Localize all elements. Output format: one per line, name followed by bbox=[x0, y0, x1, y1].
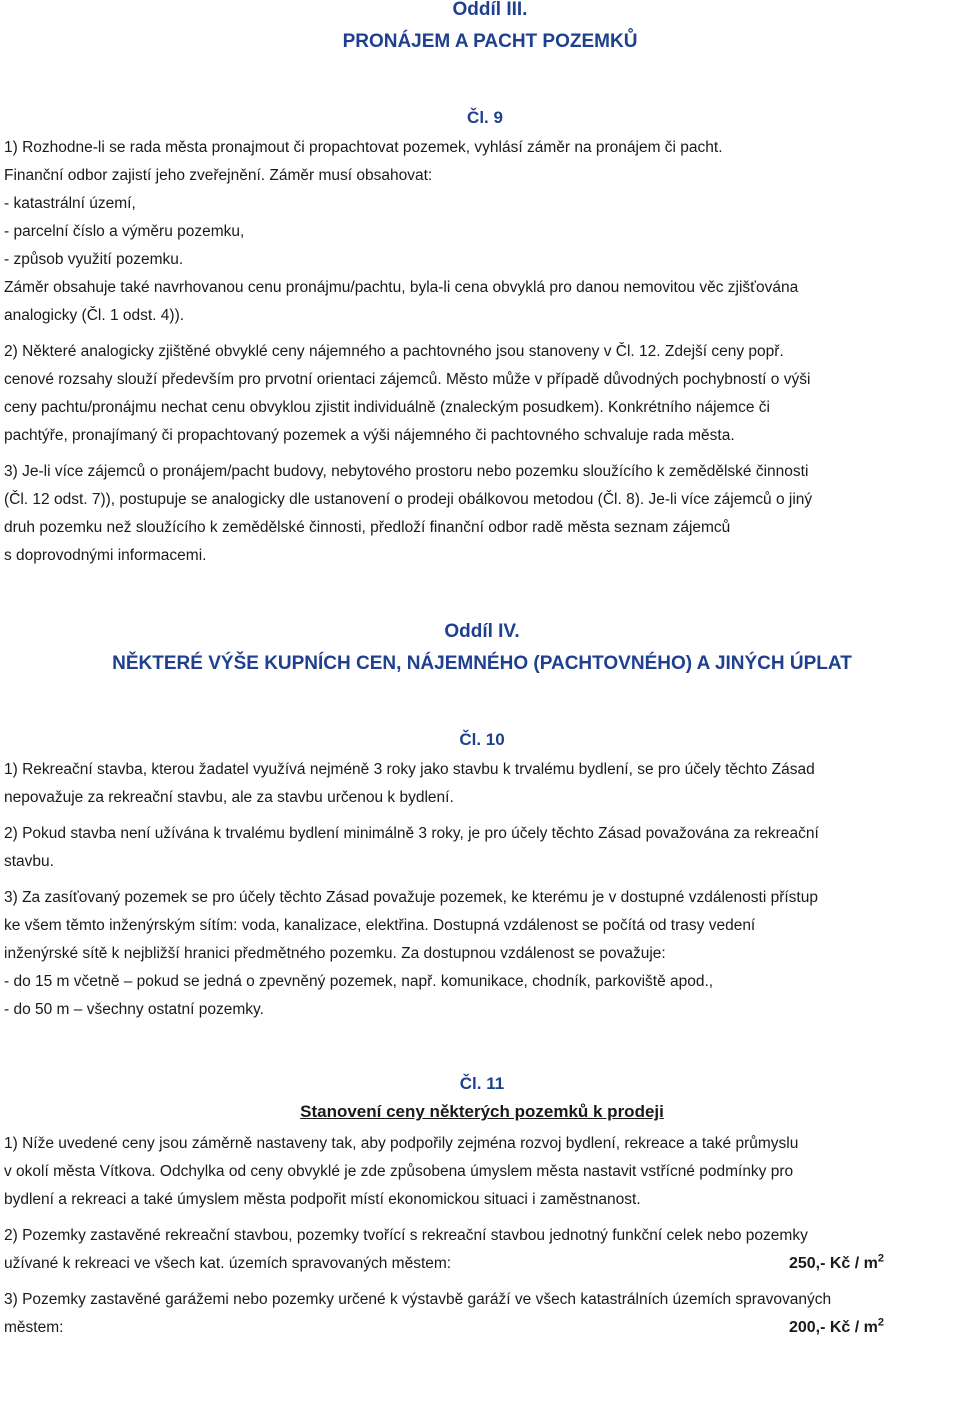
section3-heading: Oddíl III. bbox=[452, 0, 528, 20]
art11-paragraph-2 bbox=[4, 1222, 956, 1278]
art10-paragraph-2 bbox=[4, 820, 956, 876]
art10-paragraph-1 bbox=[4, 756, 956, 812]
text-line: 3) Za zasíťovaný pozemek se pro účely těchto Zásad považuje pozemek, ke kterému je v dostupné vzdálenosti přístup bbox=[4, 889, 818, 906]
text-line: bydlení a rekreaci a také úmyslem města podpořit místí ekonomickou situaci i zaměstnanost. bbox=[4, 1191, 641, 1208]
art10-paragraph-3 bbox=[4, 884, 956, 1024]
text-line: s doprovodnými informacemi. bbox=[4, 547, 207, 564]
text-line: - do 50 m – všechny ostatní pozemky. bbox=[4, 1001, 264, 1018]
text-line: 2) Pokud stavba není užívána k trvalému bydlení minimálně 3 roky, je pro účely těchto Zásad považována za rekreační bbox=[4, 825, 819, 842]
text-line: užívané k rekreaci ve všech kat. územích spravovaných městem: bbox=[4, 1255, 452, 1272]
text-line: stavbu. bbox=[4, 853, 54, 870]
art11-paragraph-3 bbox=[4, 1286, 956, 1342]
price-row bbox=[4, 1250, 956, 1278]
text-line: cenové rozsahy slouží především pro prvotní orientaci zájemců. Město může v případě důvodných pochybností o výši bbox=[4, 371, 811, 388]
text-line: 1) Rekreační stavba, kterou žadatel využívá nejméně 3 roky jako stavbu k trvalému bydlení, se pro účely těchto Zásad bbox=[4, 761, 815, 778]
art9-paragraph-3 bbox=[4, 458, 956, 570]
text-line: ceny pachtu/pronájmu nechat cenu obvyklou zjistit individuálně (znaleckým posudkem). Konkrétního nájemce či bbox=[4, 399, 770, 416]
price-value bbox=[789, 1314, 956, 1342]
section3-title: PRONÁJEM A PACHT POZEMKŮ bbox=[342, 31, 638, 52]
text-line: 2) Pozemky zastavěné rekreační stavbou, pozemky tvořící s rekreační stavbou jednotný funkční celek nebo pozemky bbox=[4, 1227, 808, 1244]
text-line: druh pozemku než sloužícího k zemědělské činnosti, předloží finanční odbor radě města seznam zájemců bbox=[4, 519, 731, 536]
text-line: 1) Níže uvedené ceny jsou záměrně nastaveny tak, aby podpořily zejména rozvoj bydlení, rekreace a také průmyslu bbox=[4, 1135, 799, 1152]
art10-heading: Čl. 10 bbox=[459, 730, 505, 749]
text-line: (Čl. 12 odst. 7)), postupuje se analogicky dle ustanovení o prodeji obálkovou metodou (Čl. 8). Je-li více zájemců o jiný bbox=[4, 491, 813, 508]
section4-title: NĚKTERÉ VÝŠE KUPNÍCH CEN, NÁJEMNÉHO (PACHTOVNÉHO) A JINÝCH ÚPLAT bbox=[112, 653, 852, 674]
text-line: analogicky (Čl. 1 odst. 4)). bbox=[4, 307, 185, 324]
price-amount: 250,- Kč / m bbox=[788, 1255, 878, 1272]
text-line: ke všem těmto inženýrským sítím: voda, kanalizace, elektřina. Dostupná vzdálenost se počítá od trasy vedení bbox=[4, 917, 756, 934]
text-line: - do 15 m včetně – pokud se jedná o zpevněný pozemek, např. komunikace, chodník, parkoviště apod., bbox=[4, 973, 714, 990]
section4-heading: Oddíl IV. bbox=[444, 621, 520, 642]
price-row bbox=[4, 1314, 956, 1342]
unit-superscript: 2 bbox=[877, 1252, 884, 1265]
text-line: 1) Rozhodne-li se rada města pronajmout či propachtovat pozemek, vyhlásí záměr na pronájem či pacht. bbox=[4, 139, 723, 156]
text-line: 3) Je-li více zájemců o pronájem/pacht budovy, nebytového prostoru nebo pozemku sloužícího k zemědělské činnosti bbox=[4, 463, 809, 480]
unit-superscript: 2 bbox=[877, 1316, 884, 1329]
art9-paragraph-1 bbox=[4, 134, 956, 330]
text-line: - způsob využití pozemku. bbox=[4, 251, 184, 268]
art11-paragraph-1 bbox=[4, 1130, 956, 1214]
text-line: v okolí města Vítkova. Odchylka od ceny obvyklé je zde způsobena úmyslem města nastavit vstřícné podmínky pro bbox=[4, 1163, 794, 1180]
art11-title: Stanovení ceny některých pozemků k prodeji bbox=[300, 1102, 664, 1121]
text-line: - parcelní číslo a výměru pozemku, bbox=[4, 223, 245, 240]
text-line: Záměr obsahuje také navrhovanou cenu pronájmu/pachtu, byla-li cena obvyklá pro danou nemovitou věc zjišťována bbox=[4, 279, 799, 296]
text-line: 3) Pozemky zastavěné garážemi nebo pozemky určené k výstavbě garáží ve všech katastrálních územích spravovaných bbox=[4, 1291, 832, 1308]
text-line: - katastrální území, bbox=[4, 195, 136, 212]
art11-heading: Čl. 11 bbox=[459, 1074, 505, 1093]
text-line: pachtýře, pronajímaný či propachtovaný pozemek a výši nájemného či pachtovného schvaluje rada města. bbox=[4, 427, 735, 444]
text-line: inženýrské sítě k nejbližší hranici předmětného pozemku. Za dostupnou vzdálenost se považuje: bbox=[4, 945, 666, 962]
text-line: městem: bbox=[4, 1319, 64, 1336]
text-line: nepovažuje za rekreační stavbu, ale za stavbu určenou k bydlení. bbox=[4, 789, 454, 806]
text-line: Finanční odbor zajistí jeho zveřejnění. Záměr musí obsahovat: bbox=[4, 167, 433, 184]
price-amount: 200,- Kč / m bbox=[788, 1319, 878, 1336]
price-value bbox=[789, 1250, 956, 1278]
text-line: 2) Některé analogicky zjištěné obvyklé ceny nájemného a pachtovného jsou stanoveny v Čl. 12. Zdejší ceny popř. bbox=[4, 343, 784, 360]
art9-paragraph-2 bbox=[4, 338, 956, 450]
art9-heading: Čl. 9 bbox=[467, 108, 503, 127]
